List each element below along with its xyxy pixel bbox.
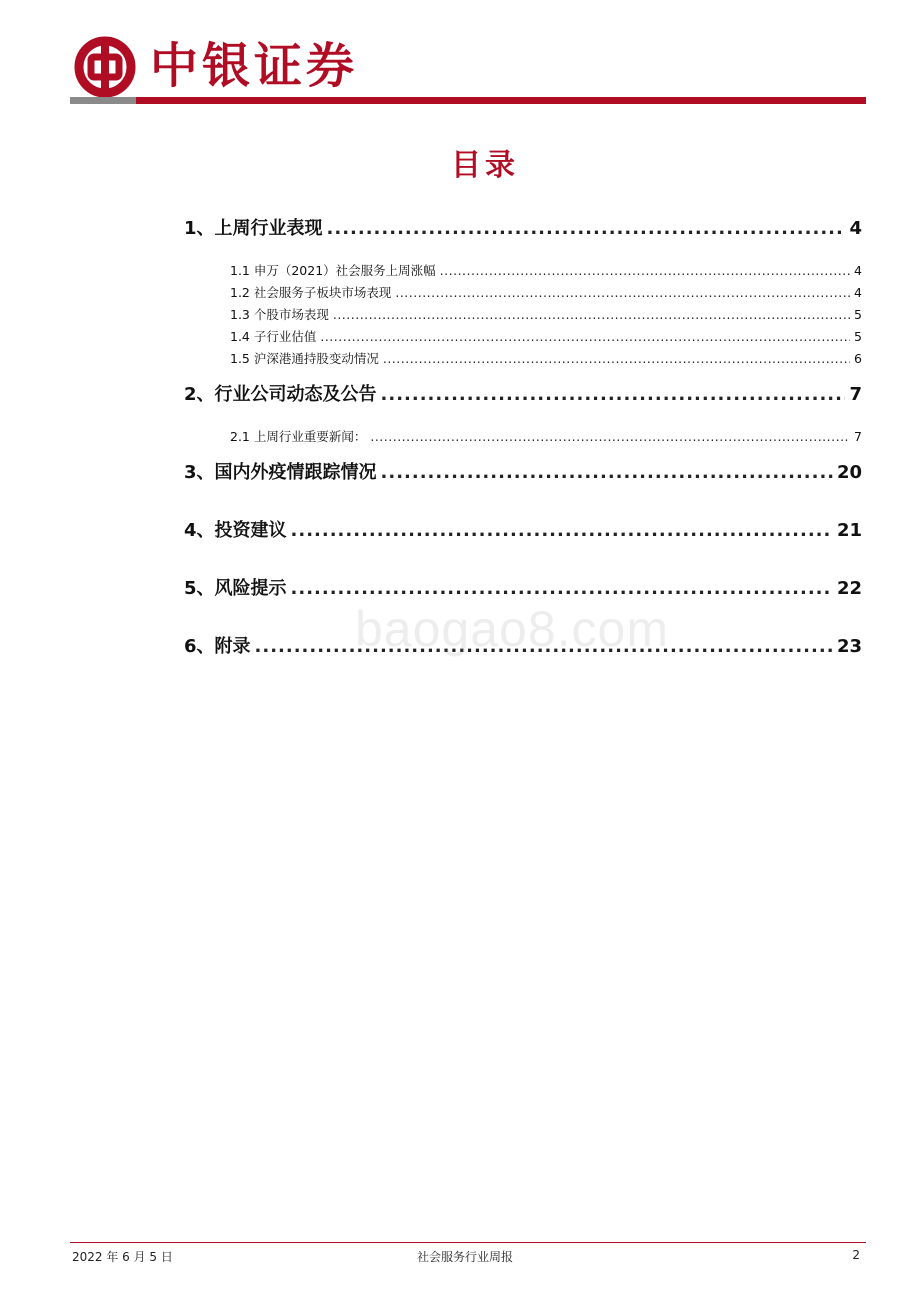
toc-entry-page: 21 (836, 520, 862, 541)
toc-entry-label: 1.2 社会服务子板块市场表现 (230, 285, 392, 300)
toc-entry-page: 4 (854, 263, 862, 278)
toc-subsection-1-1[interactable] (184, 260, 862, 282)
toc-entry-page: 22 (836, 578, 862, 599)
page-header (0, 0, 920, 110)
toc-section-3[interactable] (184, 458, 862, 488)
toc-entry-label: 6、附录 (184, 636, 251, 657)
toc-entry-label: 5、风险提示 (184, 578, 287, 599)
toc-leader-dots (291, 516, 833, 546)
toc-leader-dots (440, 260, 850, 282)
toc-subsection-2-1[interactable] (184, 426, 862, 448)
toc-entry-page: 23 (836, 636, 862, 657)
page-footer (70, 1248, 860, 1268)
toc-entry-page: 7 (854, 429, 862, 444)
toc-entry-page: 6 (854, 351, 862, 366)
toc-subsection-1-4[interactable] (184, 326, 862, 348)
toc-entry-page: 4 (854, 285, 862, 300)
toc-entry-label: 1、上周行业表现 (184, 218, 323, 239)
toc-entry-label: 1.4 子行业估值 (230, 329, 317, 344)
bank-of-china-logo-icon (74, 36, 136, 98)
toc-subsection-1-5[interactable] (184, 348, 862, 370)
table-of-contents (184, 214, 862, 662)
header-rule-red (136, 97, 866, 104)
footer-date: 2022 年 6 月 5 日 (72, 1250, 173, 1264)
toc-entry-page: 20 (836, 462, 862, 483)
toc-entry-page: 5 (854, 329, 862, 344)
toc-entry-label: 1.1 申万（2021）社会服务上周涨幅 (230, 263, 436, 278)
toc-section-4[interactable] (184, 516, 862, 546)
brand-name: 中银证券 (150, 38, 359, 94)
footer-report-name: 社会服务行业周报 (416, 1250, 513, 1264)
toc-entry-label: 1.3 个股市场表现 (230, 307, 329, 322)
toc-entry-label: 4、投资建议 (184, 520, 287, 541)
header-rule-gray (70, 97, 136, 104)
toc-section-2[interactable] (184, 380, 862, 410)
toc-leader-dots (370, 426, 850, 448)
toc-leader-dots (381, 380, 846, 410)
toc-subsection-1-2[interactable] (184, 282, 862, 304)
toc-subsection-1-3[interactable] (184, 304, 862, 326)
toc-entry-page: 7 (849, 384, 862, 405)
toc-entry-label: 1.5 沪深港通持股变动情况 (230, 351, 379, 366)
toc-entry-page: 4 (849, 218, 862, 239)
toc-leader-dots (327, 214, 846, 244)
toc-entry-page: 5 (854, 307, 862, 322)
toc-section-1[interactable] (184, 214, 862, 244)
toc-leader-dots (383, 348, 850, 370)
toc-entry-label: 2、行业公司动态及公告 (184, 384, 377, 405)
toc-entry-label: 3、国内外疫情跟踪情况 (184, 462, 377, 483)
toc-leader-dots (320, 326, 850, 348)
footer-rule (70, 1242, 866, 1243)
toc-title: 目录 (451, 148, 519, 183)
toc-leader-dots (395, 282, 850, 304)
watermark: baogao8.com (355, 601, 670, 657)
toc-entry-label: 2.1 上周行业重要新闻： (230, 429, 367, 444)
footer-page-number: 2 (852, 1248, 860, 1262)
toc-leader-dots (333, 304, 850, 326)
toc-leader-dots (381, 458, 833, 488)
